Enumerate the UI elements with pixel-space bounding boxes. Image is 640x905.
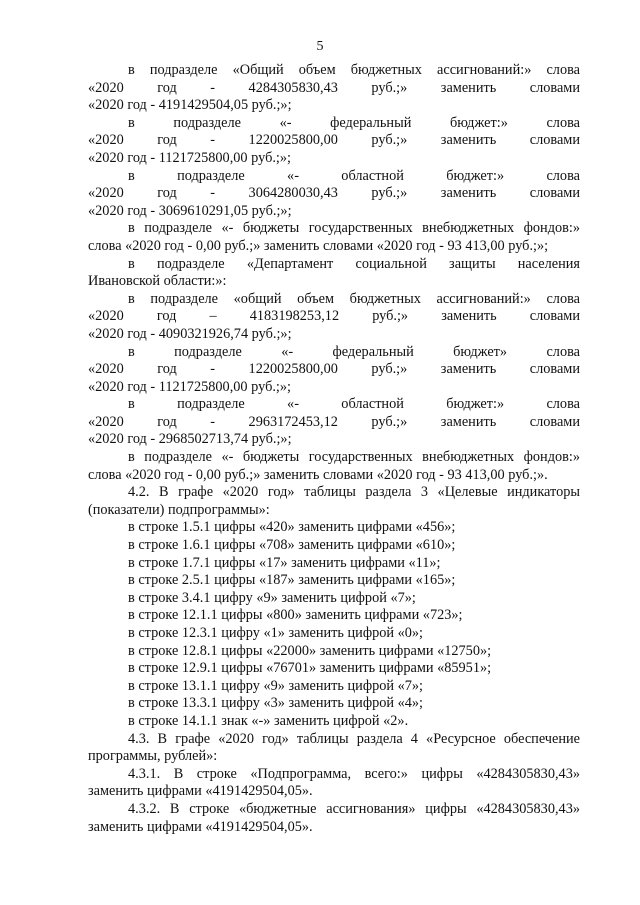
text-line: «2020 год - 2963172453,12 руб.;» заменить словами (88, 413, 580, 430)
text-line: заменить цифрами «4191429504,05». (88, 783, 313, 800)
text-line: «2020 год - 4191429504,05 руб.;»; (88, 97, 292, 114)
text-line: в строке 3.4.1 цифру «9» заменить цифрой «7»; (128, 589, 416, 606)
text-line: в строке 1.7.1 цифры «17» заменить цифрами «11»; (128, 554, 441, 571)
text-line: «2020 год - 1121725800,00 руб.;»; (88, 149, 292, 166)
text-line: 4.2. В графе «2020 год» таблицы раздела 3 «Целевые индикаторы (128, 484, 580, 501)
text-line: «2020 год - 3064280030,43 руб.;» заменить словами (88, 185, 580, 202)
text-line: «2020 год - 4090321926,74 руб.;»; (88, 325, 292, 342)
text-line: в подразделе «Департамент социальной защиты населения (128, 255, 580, 272)
text-line: слова «2020 год - 0,00 руб.;» заменить словами «2020 год - 93 413,00 руб.;»; (88, 237, 549, 254)
text-line: в строке 1.6.1 цифры «708» заменить цифрами «610»; (128, 537, 456, 554)
text-line: «2020 год - 3069610291,05 руб.;»; (88, 202, 292, 219)
text-line: в строке 12.9.1 цифры «76701» заменить цифрами «85951»; (128, 660, 492, 677)
text-line: в подразделе «- федеральный бюджет» слова (128, 343, 580, 360)
text-line: в строке 12.1.1 цифры «800» заменить цифрами «723»; (128, 607, 463, 624)
text-line: (показатели) подпрограммы»: (88, 501, 270, 518)
text-line: Ивановской области:»: (88, 273, 227, 290)
text-line: в подразделе «- бюджеты государственных внебюджетных фондов:» (128, 220, 580, 237)
text-line: 4.3.2. В строке «бюджетные ассигнования» цифры «4284305830,43» (128, 800, 580, 817)
text-line: 4.3.1. В строке «Подпрограмма, всего:» цифры «4284305830,43» (128, 765, 580, 782)
text-line: «2020 год - 2968502713,74 руб.;»; (88, 431, 292, 448)
text-line: в подразделе «- областной бюджет:» слова (128, 167, 580, 184)
text-line: «2020 год - 4284305830,43 руб.;» заменить словами (88, 79, 580, 96)
text-line: «2020 год - 1121725800,00 руб.;»; (88, 378, 292, 395)
text-line: слова «2020 год - 0,00 руб.;» заменить словами «2020 год - 93 413,00 руб.;». (88, 466, 548, 483)
text-line: в строке 12.8.1 цифры «22000» заменить цифрами «12750»; (128, 642, 492, 659)
text-line: «2020 год – 4183198253,12 руб.;» заменить словами (88, 308, 580, 325)
page-number: 5 (316, 39, 324, 54)
text-line: в строке 13.3.1 цифру «3» заменить цифрой «4»; (128, 695, 424, 712)
document-body (88, 62, 580, 836)
text-line: в подразделе «- областной бюджет:» слова (128, 396, 580, 413)
text-line: в подразделе «- бюджеты государственных внебюджетных фондов:» (128, 449, 580, 466)
text-line: в подразделе «общий объем бюджетных ассигнований:» слова (128, 290, 580, 307)
text-line: 4.3. В графе «2020 год» таблицы раздела 4 «Ресурсное обеспечение (128, 730, 580, 747)
text-line: в строке 2.5.1 цифры «187» заменить цифрами «165»; (128, 572, 456, 589)
text-line: программы, рублей»: (88, 748, 218, 765)
text-line: в строке 13.1.1 цифру «9» заменить цифрой «7»; (128, 677, 424, 694)
text-line: «2020 год - 1220025800,00 руб.;» заменить словами (88, 132, 580, 149)
text-line: в подразделе «Общий объем бюджетных ассигнований:» слова (128, 62, 580, 78)
text-line: в строке 12.3.1 цифру «1» заменить цифрой «0»; (128, 625, 424, 641)
text-line: заменить цифрами «4191429504,05». (88, 818, 313, 835)
text-line: в строке 1.5.1 цифры «420» заменить цифрами «456»; (128, 519, 456, 536)
text-line: в подразделе «- федеральный бюджет:» слова (128, 114, 580, 131)
text-line: «2020 год - 1220025800,00 руб.;» заменить словами (88, 361, 580, 378)
text-line: в строке 14.1.1 знак «-» заменить цифрой «2». (128, 712, 409, 729)
